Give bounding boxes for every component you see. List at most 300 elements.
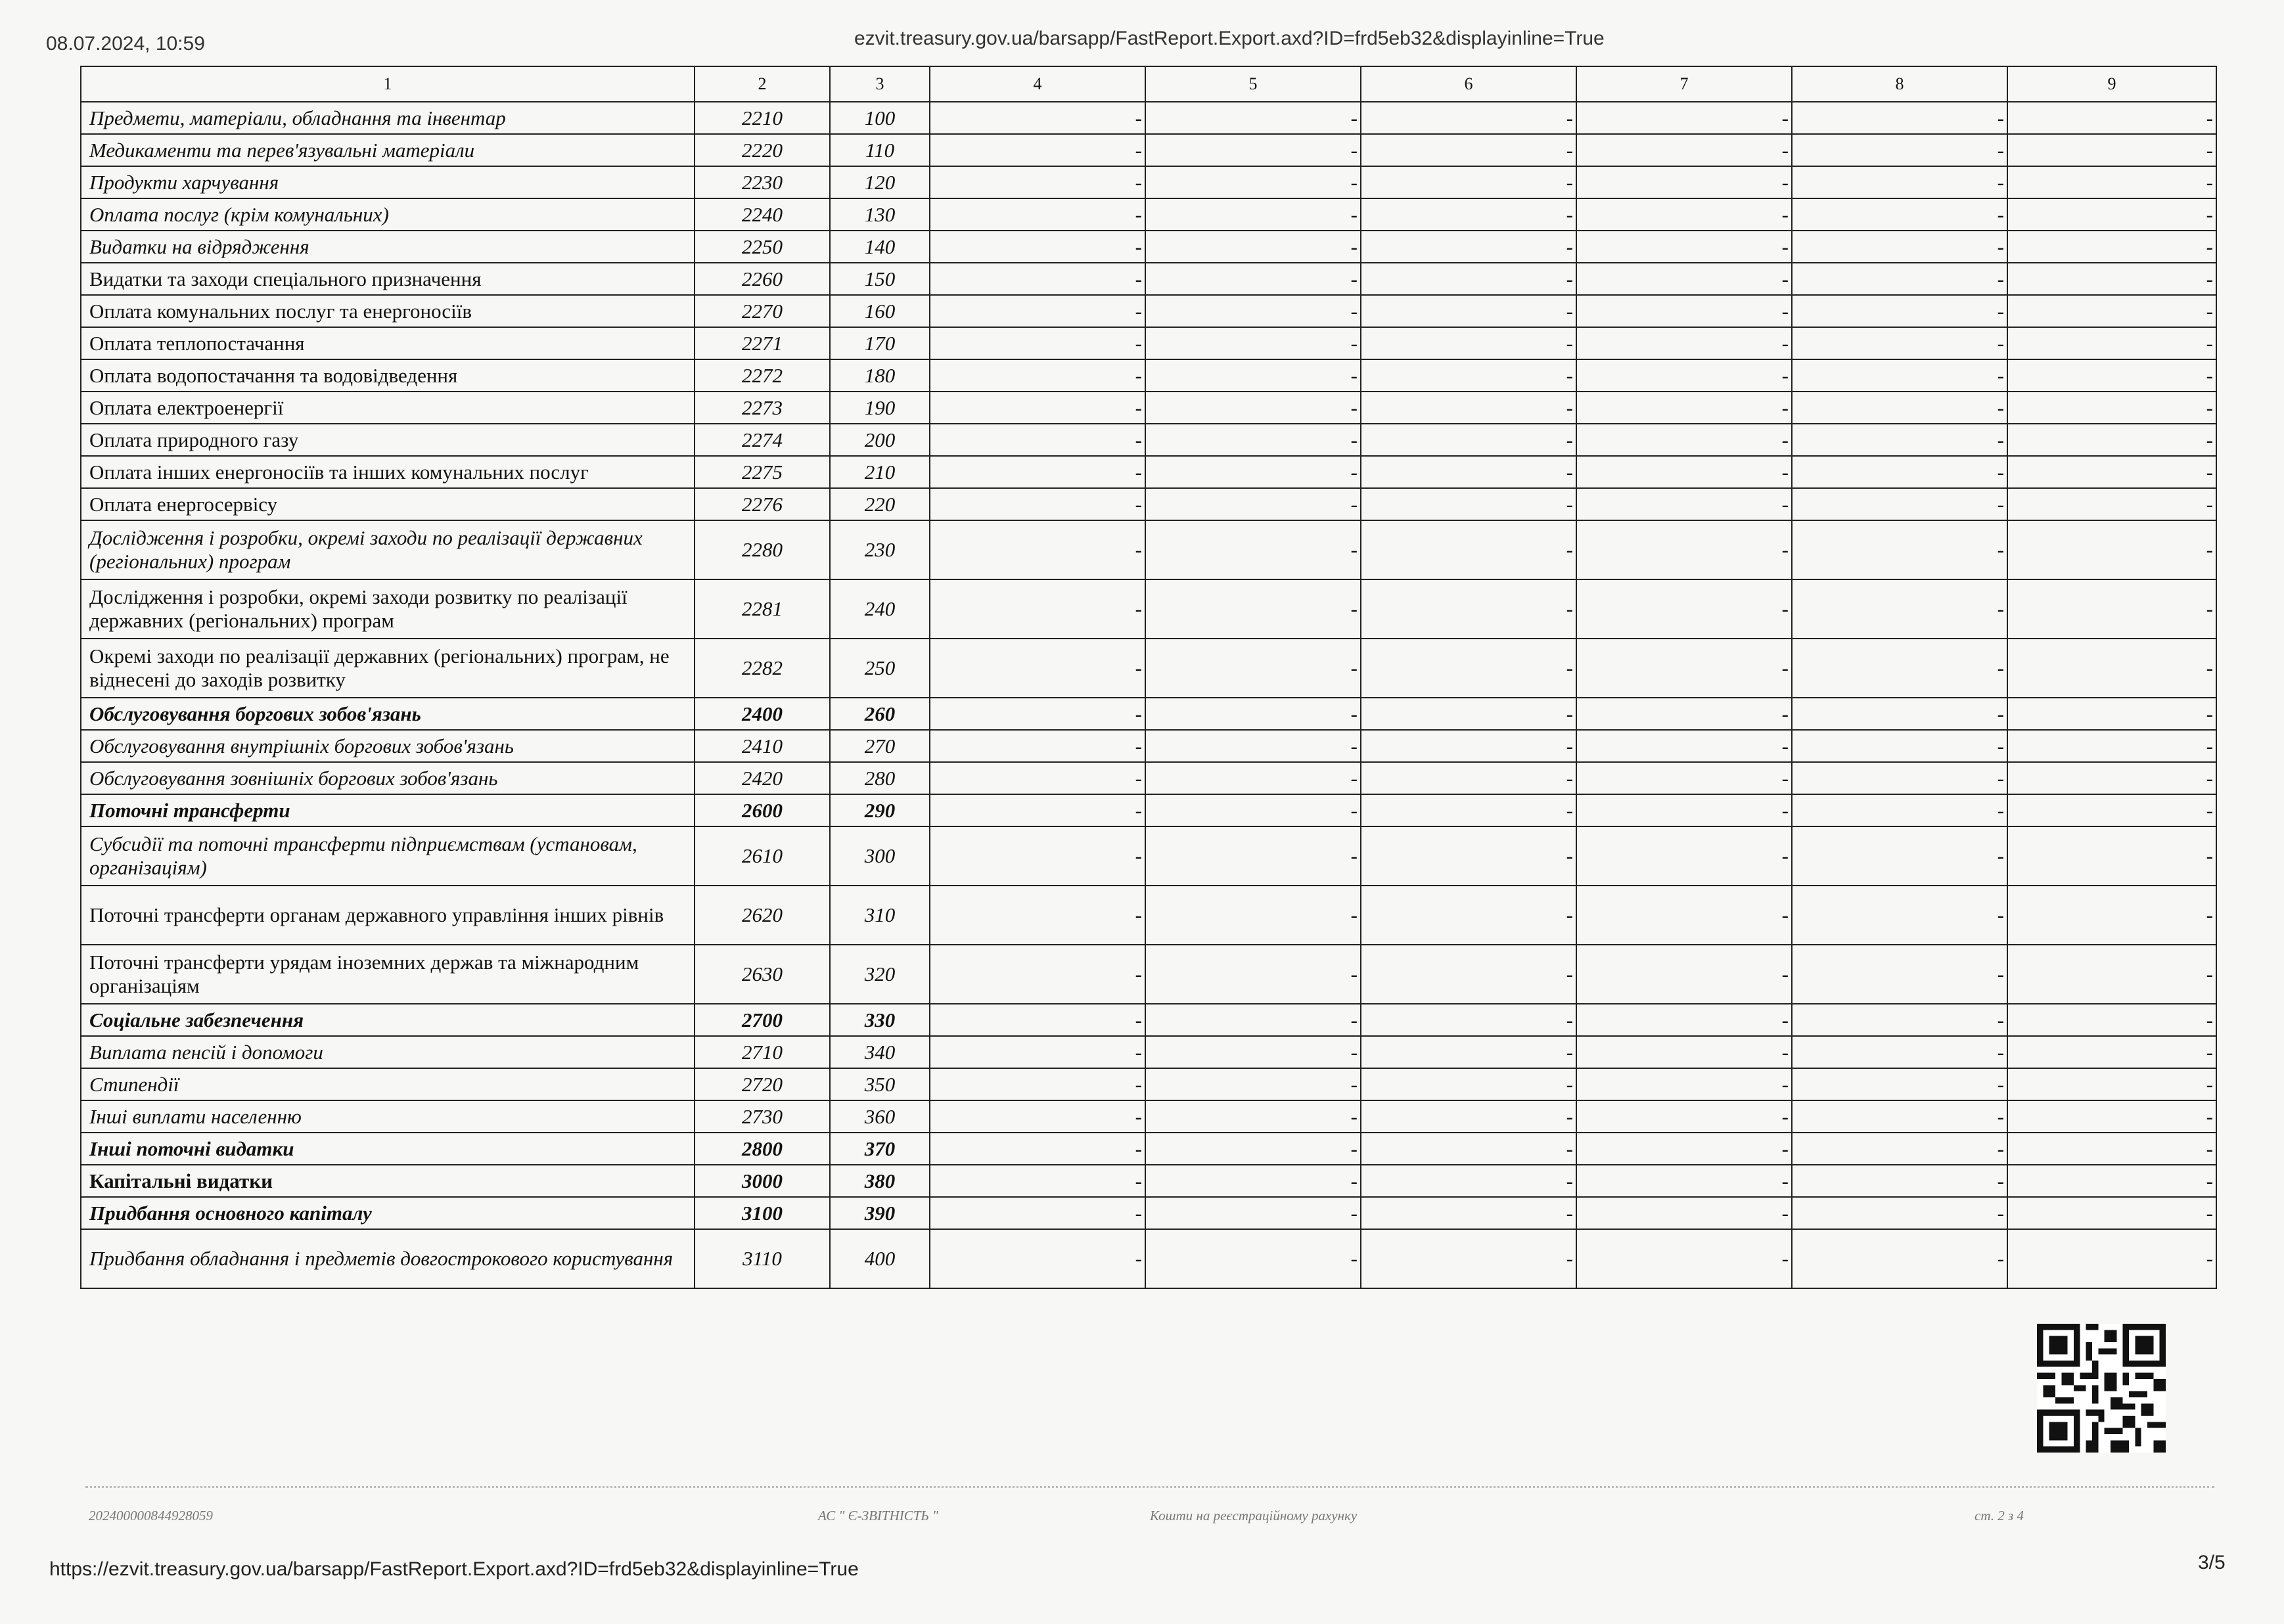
row-line-number: 110 (830, 134, 930, 166)
column-header: 4 (930, 66, 1145, 102)
value-cell: - (1361, 1068, 1576, 1100)
value-cell: - (1576, 579, 1792, 639)
value-cell: - (2007, 392, 2216, 424)
value-cell: - (1361, 263, 1576, 295)
row-name: Оплата теплопостачання (81, 327, 695, 359)
table-row (81, 826, 2216, 886)
value-cell: - (1361, 945, 1576, 1004)
table-row (81, 1100, 2216, 1133)
row-name: Придбання основного капіталу (81, 1197, 695, 1229)
row-code: 2280 (695, 520, 830, 579)
value-cell: - (1792, 794, 2007, 826)
value-cell: - (1792, 945, 2007, 1004)
row-line-number: 290 (830, 794, 930, 826)
value-cell: - (1792, 886, 2007, 945)
row-name: Стипендії (81, 1068, 695, 1100)
row-code: 2800 (695, 1133, 830, 1165)
row-name: Субсидії та поточні трансферти підприємствам (установам, організаціям) (81, 826, 695, 886)
row-name: Обслуговування боргових зобов'язань (81, 698, 695, 730)
row-line-number: 250 (830, 639, 930, 698)
table-row (81, 295, 2216, 327)
row-code: 2250 (695, 231, 830, 263)
value-cell: - (1361, 1100, 1576, 1133)
print-url-footer: https://ezvit.treasury.gov.ua/barsapp/FastReport.Export.axd?ID=frd5eb32&displayinline=True (49, 1558, 859, 1580)
row-line-number: 390 (830, 1197, 930, 1229)
value-cell: - (1145, 698, 1361, 730)
value-cell: - (2007, 102, 2216, 134)
footer-divider (85, 1486, 2214, 1488)
value-cell: - (1145, 1004, 1361, 1036)
row-name: Видатки та заходи спеціального призначення (81, 263, 695, 295)
value-cell: - (1576, 698, 1792, 730)
value-cell: - (2007, 424, 2216, 456)
value-cell: - (1361, 826, 1576, 886)
value-cell: - (1361, 488, 1576, 520)
value-cell: - (1792, 198, 2007, 231)
value-cell: - (1792, 1197, 2007, 1229)
row-code: 2271 (695, 327, 830, 359)
value-cell: - (1145, 1197, 1361, 1229)
value-cell: - (1576, 263, 1792, 295)
value-cell: - (1792, 327, 2007, 359)
row-name: Поточні трансферти урядам іноземних держав та міжнародним організаціям (81, 945, 695, 1004)
row-code: 3000 (695, 1165, 830, 1197)
row-line-number: 260 (830, 698, 930, 730)
value-cell: - (2007, 1036, 2216, 1068)
value-cell: - (2007, 295, 2216, 327)
value-cell: - (1792, 639, 2007, 698)
value-cell: - (1576, 1197, 1792, 1229)
value-cell: - (2007, 1197, 2216, 1229)
value-cell: - (1576, 730, 1792, 762)
value-cell: - (1361, 579, 1576, 639)
row-code: 2270 (695, 295, 830, 327)
value-cell: - (1145, 102, 1361, 134)
row-code: 2272 (695, 359, 830, 392)
value-cell: - (1145, 1165, 1361, 1197)
row-line-number: 210 (830, 456, 930, 488)
value-cell: - (1576, 826, 1792, 886)
value-cell: - (1361, 1229, 1576, 1288)
row-code: 2420 (695, 762, 830, 794)
row-name: Медикаменти та перев'язувальні матеріали (81, 134, 695, 166)
row-name: Оплата послуг (крім комунальних) (81, 198, 695, 231)
row-code: 2276 (695, 488, 830, 520)
value-cell: - (1361, 424, 1576, 456)
row-code: 2275 (695, 456, 830, 488)
value-cell: - (1361, 1036, 1576, 1068)
table-row (81, 392, 2216, 424)
row-line-number: 220 (830, 488, 930, 520)
table-header-row (81, 66, 2216, 102)
row-line-number: 310 (830, 886, 930, 945)
value-cell: - (1792, 520, 2007, 579)
value-cell: - (1361, 198, 1576, 231)
value-cell: - (1361, 295, 1576, 327)
value-cell: - (930, 730, 1145, 762)
value-cell: - (1145, 359, 1361, 392)
value-cell: - (1792, 1100, 2007, 1133)
value-cell: - (1576, 231, 1792, 263)
column-header: 9 (2007, 66, 2216, 102)
value-cell: - (1145, 945, 1361, 1004)
value-cell: - (1576, 762, 1792, 794)
value-cell: - (2007, 886, 2216, 945)
row-name: Оплата природного газу (81, 424, 695, 456)
value-cell: - (1145, 639, 1361, 698)
value-cell: - (1576, 392, 1792, 424)
value-cell: - (1576, 1165, 1792, 1197)
row-line-number: 380 (830, 1165, 930, 1197)
value-cell: - (1576, 327, 1792, 359)
value-cell: - (1145, 295, 1361, 327)
value-cell: - (1145, 263, 1361, 295)
value-cell: - (930, 698, 1145, 730)
value-cell: - (2007, 945, 2216, 1004)
row-line-number: 240 (830, 579, 930, 639)
row-code: 2260 (695, 263, 830, 295)
row-name: Інші виплати населенню (81, 1100, 695, 1133)
value-cell: - (1792, 826, 2007, 886)
row-line-number: 170 (830, 327, 930, 359)
row-code: 2710 (695, 1036, 830, 1068)
table-row (81, 1133, 2216, 1165)
value-cell: - (1792, 392, 2007, 424)
value-cell: - (930, 488, 1145, 520)
value-cell: - (930, 945, 1145, 1004)
value-cell: - (2007, 327, 2216, 359)
value-cell: - (1361, 1165, 1576, 1197)
table-row (81, 134, 2216, 166)
table-row (81, 1004, 2216, 1036)
value-cell: - (930, 134, 1145, 166)
value-cell: - (1145, 1036, 1361, 1068)
row-name: Капітальні видатки (81, 1165, 695, 1197)
row-name: Предмети, матеріали, обладнання та інвентар (81, 102, 695, 134)
value-cell: - (1145, 730, 1361, 762)
row-name: Оплата електроенергії (81, 392, 695, 424)
value-cell: - (1576, 359, 1792, 392)
value-cell: - (2007, 762, 2216, 794)
value-cell: - (2007, 1133, 2216, 1165)
value-cell: - (1792, 762, 2007, 794)
column-header: 3 (830, 66, 930, 102)
value-cell: - (1145, 1100, 1361, 1133)
row-name: Придбання обладнання і предметів довгострокового користування (81, 1229, 695, 1288)
value-cell: - (1576, 639, 1792, 698)
table-row (81, 102, 2216, 134)
value-cell: - (2007, 231, 2216, 263)
value-cell: - (1792, 359, 2007, 392)
row-name: Оплата комунальних послуг та енергоносіїв (81, 295, 695, 327)
value-cell: - (1145, 424, 1361, 456)
table-row (81, 1068, 2216, 1100)
value-cell: - (1576, 1068, 1792, 1100)
row-name: Соціальне забезпечення (81, 1004, 695, 1036)
row-name: Обслуговування зовнішніх боргових зобов'язань (81, 762, 695, 794)
row-line-number: 350 (830, 1068, 930, 1100)
value-cell: - (1792, 730, 2007, 762)
value-cell: - (1145, 886, 1361, 945)
value-cell: - (1792, 134, 2007, 166)
value-cell: - (1576, 295, 1792, 327)
row-code: 2730 (695, 1100, 830, 1133)
table-row (81, 424, 2216, 456)
value-cell: - (1361, 1004, 1576, 1036)
value-cell: - (1792, 166, 2007, 198)
row-line-number: 190 (830, 392, 930, 424)
table-row (81, 579, 2216, 639)
value-cell: - (930, 1068, 1145, 1100)
value-cell: - (1361, 762, 1576, 794)
print-url-header: ezvit.treasury.gov.ua/barsapp/FastReport.Export.axd?ID=frd5eb32&displayinline=True (854, 28, 1605, 49)
value-cell: - (2007, 826, 2216, 886)
row-line-number: 330 (830, 1004, 930, 1036)
value-cell: - (1576, 166, 1792, 198)
value-cell: - (2007, 134, 2216, 166)
value-cell: - (1145, 134, 1361, 166)
row-code: 2720 (695, 1068, 830, 1100)
value-cell: - (1361, 794, 1576, 826)
row-line-number: 160 (830, 295, 930, 327)
column-header: 8 (1792, 66, 2007, 102)
value-cell: - (930, 1197, 1145, 1229)
row-name: Інші поточні видатки (81, 1133, 695, 1165)
value-cell: - (2007, 166, 2216, 198)
value-cell: - (2007, 263, 2216, 295)
value-cell: - (1576, 456, 1792, 488)
row-line-number: 150 (830, 263, 930, 295)
value-cell: - (1576, 945, 1792, 1004)
row-code: 2282 (695, 639, 830, 698)
table-row (81, 231, 2216, 263)
value-cell: - (1145, 392, 1361, 424)
value-cell: - (1145, 166, 1361, 198)
row-name: Окремі заходи по реалізації державних (регіональних) програм, не віднесені до заходів розвитку (81, 639, 695, 698)
value-cell: - (1361, 520, 1576, 579)
row-code: 2230 (695, 166, 830, 198)
row-line-number: 370 (830, 1133, 930, 1165)
value-cell: - (1145, 327, 1361, 359)
row-code: 3110 (695, 1229, 830, 1288)
value-cell: - (1576, 1133, 1792, 1165)
table-row (81, 639, 2216, 698)
value-cell: - (1792, 424, 2007, 456)
value-cell: - (1792, 263, 2007, 295)
row-code: 3100 (695, 1197, 830, 1229)
value-cell: - (1145, 231, 1361, 263)
value-cell: - (1361, 166, 1576, 198)
row-code: 2281 (695, 579, 830, 639)
value-cell: - (2007, 1004, 2216, 1036)
row-name: Дослідження і розробки, окремі заходи по реалізації державних (регіональних) програм (81, 520, 695, 579)
value-cell: - (1792, 488, 2007, 520)
value-cell: - (930, 1165, 1145, 1197)
value-cell: - (1576, 1036, 1792, 1068)
value-cell: - (1792, 456, 2007, 488)
value-cell: - (2007, 456, 2216, 488)
value-cell: - (930, 1133, 1145, 1165)
value-cell: - (930, 794, 1145, 826)
column-header: 1 (81, 66, 695, 102)
table-row (81, 488, 2216, 520)
value-cell: - (1145, 579, 1361, 639)
value-cell: - (1145, 488, 1361, 520)
value-cell: - (1361, 359, 1576, 392)
system-name: АС " Є-ЗВІТНІСТЬ " (818, 1508, 938, 1523)
row-code: 2410 (695, 730, 830, 762)
value-cell: - (1576, 1100, 1792, 1133)
value-cell: - (930, 263, 1145, 295)
account-note: Кошти на реєстраційному рахунку (1150, 1508, 1358, 1523)
value-cell: - (2007, 1165, 2216, 1197)
print-datetime: 08.07.2024, 10:59 (46, 33, 205, 55)
row-name: Продукти харчування (81, 166, 695, 198)
value-cell: - (1145, 794, 1361, 826)
value-cell: - (1792, 698, 2007, 730)
row-name: Оплата інших енергоносіїв та інших комунальних послуг (81, 456, 695, 488)
value-cell: - (930, 1100, 1145, 1133)
value-cell: - (1145, 520, 1361, 579)
row-name: Дослідження і розробки, окремі заходи розвитку по реалізації державних (регіональних) програм (81, 579, 695, 639)
table-row (81, 698, 2216, 730)
value-cell: - (1576, 794, 1792, 826)
row-name: Обслуговування внутрішніх боргових зобов'язань (81, 730, 695, 762)
value-cell: - (2007, 1100, 2216, 1133)
value-cell: - (930, 826, 1145, 886)
row-code: 2630 (695, 945, 830, 1004)
table-row (81, 1036, 2216, 1068)
row-line-number: 230 (830, 520, 930, 579)
value-cell: - (1361, 1133, 1576, 1165)
value-cell: - (1576, 198, 1792, 231)
value-cell: - (1792, 1133, 2007, 1165)
value-cell: - (1792, 295, 2007, 327)
column-header: 6 (1361, 66, 1576, 102)
table-row (81, 730, 2216, 762)
value-cell: - (1576, 1004, 1792, 1036)
row-line-number: 320 (830, 945, 930, 1004)
value-cell: - (930, 520, 1145, 579)
table-row (81, 198, 2216, 231)
value-cell: - (1145, 762, 1361, 794)
table-row (81, 1165, 2216, 1197)
row-code: 2600 (695, 794, 830, 826)
page-label: ст. 2 з 4 (1975, 1508, 2024, 1523)
value-cell: - (1361, 886, 1576, 945)
row-code: 2220 (695, 134, 830, 166)
value-cell: - (1576, 520, 1792, 579)
value-cell: - (1361, 392, 1576, 424)
value-cell: - (1576, 102, 1792, 134)
row-line-number: 130 (830, 198, 930, 231)
value-cell: - (930, 198, 1145, 231)
row-line-number: 280 (830, 762, 930, 794)
table-row (81, 1197, 2216, 1229)
value-cell: - (930, 456, 1145, 488)
table-row (81, 520, 2216, 579)
value-cell: - (2007, 794, 2216, 826)
row-code: 2620 (695, 886, 830, 945)
value-cell: - (930, 762, 1145, 794)
table-row (81, 794, 2216, 826)
column-header: 7 (1576, 66, 1792, 102)
row-line-number: 360 (830, 1100, 930, 1133)
row-code: 2700 (695, 1004, 830, 1036)
value-cell: - (1361, 698, 1576, 730)
table-row (81, 1229, 2216, 1288)
value-cell: - (1576, 488, 1792, 520)
value-cell: - (1792, 1004, 2007, 1036)
table-row (81, 762, 2216, 794)
value-cell: - (930, 639, 1145, 698)
value-cell: - (1145, 1133, 1361, 1165)
table-row (81, 886, 2216, 945)
value-cell: - (930, 295, 1145, 327)
value-cell: - (930, 359, 1145, 392)
value-cell: - (1361, 456, 1576, 488)
value-cell: - (2007, 1229, 2216, 1288)
row-name: Оплата водопостачання та водовідведення (81, 359, 695, 392)
row-name: Оплата енергосервісу (81, 488, 695, 520)
value-cell: - (1145, 1068, 1361, 1100)
value-cell: - (1361, 327, 1576, 359)
value-cell: - (2007, 520, 2216, 579)
table-row (81, 263, 2216, 295)
value-cell: - (1576, 1229, 1792, 1288)
value-cell: - (2007, 1068, 2216, 1100)
value-cell: - (1792, 1229, 2007, 1288)
row-line-number: 180 (830, 359, 930, 392)
budget-expenditure-table (80, 66, 2217, 1289)
column-header: 5 (1145, 66, 1361, 102)
qr-code (2037, 1324, 2166, 1453)
value-cell: - (930, 102, 1145, 134)
value-cell: - (930, 231, 1145, 263)
value-cell: - (2007, 488, 2216, 520)
document-number: 20240000084492805​9 (89, 1508, 213, 1523)
value-cell: - (2007, 639, 2216, 698)
value-cell: - (1361, 639, 1576, 698)
value-cell: - (2007, 198, 2216, 231)
row-code: 2610 (695, 826, 830, 886)
value-cell: - (2007, 698, 2216, 730)
value-cell: - (1792, 231, 2007, 263)
value-cell: - (930, 392, 1145, 424)
value-cell: - (1361, 231, 1576, 263)
table-row (81, 327, 2216, 359)
page-number: 3/5 (2198, 1552, 2226, 1573)
value-cell: - (1361, 1197, 1576, 1229)
table-row (81, 359, 2216, 392)
row-code: 2274 (695, 424, 830, 456)
row-code: 2210 (695, 102, 830, 134)
table-row (81, 166, 2216, 198)
value-cell: - (1361, 102, 1576, 134)
value-cell: - (1792, 1068, 2007, 1100)
value-cell: - (930, 886, 1145, 945)
row-line-number: 120 (830, 166, 930, 198)
value-cell: - (1145, 1229, 1361, 1288)
row-line-number: 200 (830, 424, 930, 456)
value-cell: - (1576, 424, 1792, 456)
row-line-number: 270 (830, 730, 930, 762)
value-cell: - (930, 166, 1145, 198)
value-cell: - (2007, 579, 2216, 639)
value-cell: - (930, 1229, 1145, 1288)
table-row (81, 945, 2216, 1004)
value-cell: - (930, 1004, 1145, 1036)
